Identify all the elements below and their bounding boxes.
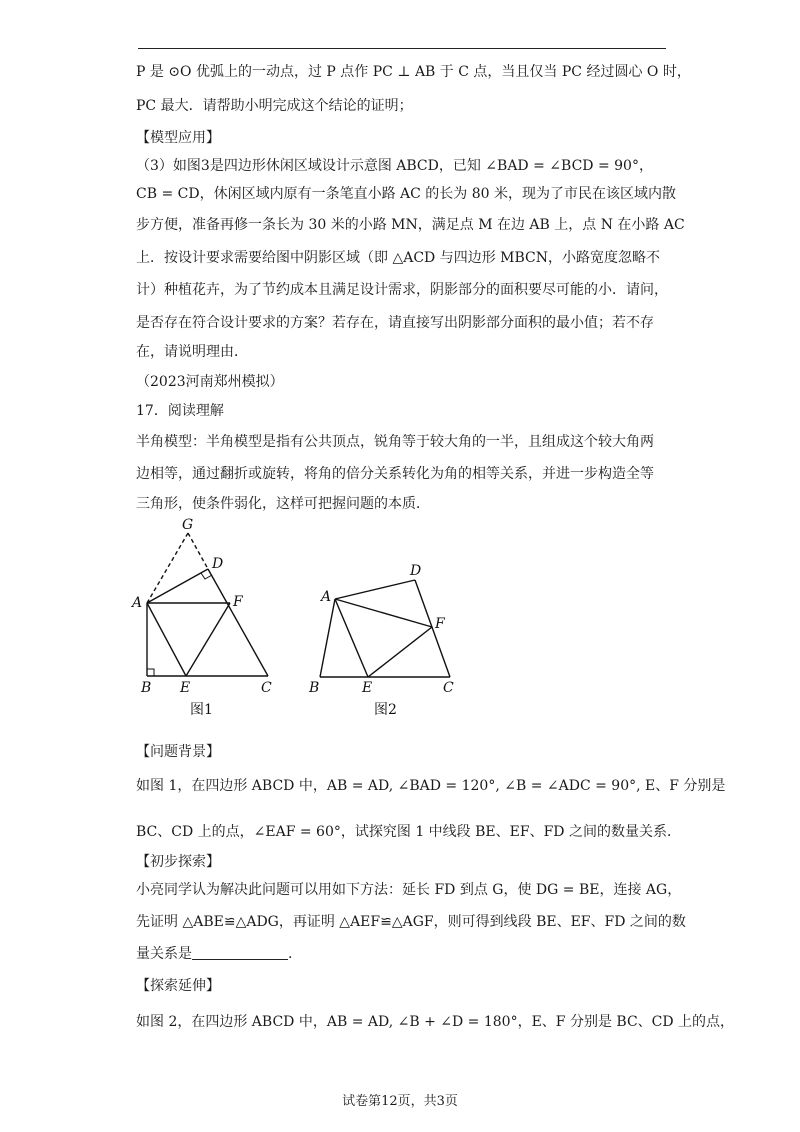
label-e: E [362,680,373,696]
text-line: 如图 2，在四边形 ABCD 中，AB = AD, ∠B + ∠D = 180°，E、F 分别是 BC、CD 上的点， [136,1014,735,1030]
label-d: D [212,556,224,572]
label-g: G [182,517,194,533]
text-line: 步方便，准备再修一条长为 30 米的小路 MN，满足点 M 在边 AB 上，点 N 在小路 AC [136,217,685,233]
text-line: 先证明 △ABE≌△ADG，再证明 △AEF≌△AGF，则可得到线段 BE、EF、FD 之间的数 [136,914,686,930]
label-e: E [180,680,191,696]
text-line: CB = CD，休闲区域内原有一条笔直小路 AC 的长为 80 米，现为了市民在该区域内散 [136,186,677,202]
segment-cd [415,580,450,677]
text-line: （3）如图3是四边形休闲区域设计示意图 ABCD，已知 ∠BAD = ∠BCD = 90°， [136,158,653,174]
segment-ab [320,599,335,677]
segment-af [335,599,432,627]
answer-period: . [288,946,293,962]
figure-1-caption: 图1 [190,702,213,718]
label-b: B [141,680,152,696]
page-footer: 试卷第12页，共3页 [342,1094,458,1109]
text-line: 如图 1，在四边形 ABCD 中，AB = AD, ∠BAD = 120°, ∠B = ∠ADC = 90°, E、F 分别是 [136,778,726,794]
segment-gd-dashed [188,533,208,569]
label-c: C [261,680,272,696]
segment-ag-dashed [147,533,188,603]
right-angle-b [147,669,154,676]
text-line: 上．按设计要求需要给图中阴影区域（即 △ACD 与四边形 MBCN，小路宽度忽略不 [136,250,661,266]
text-line: BC、CD 上的点，∠EAF = 60°，试探究图 1 中线段 BE、EF、FD 之间的数量关系． [136,824,681,840]
text-line: 半角模型：半角模型是指有公共顶点，锐角等于较大角的一半，且组成这个较大角两 [136,434,654,450]
section-heading: 【问题背景】 [136,744,220,760]
segment-ef [186,603,230,676]
segment-ae [335,599,368,677]
label-c: C [443,680,454,696]
header-rule [138,48,666,49]
source-note: （2023河南郑州模拟） [136,374,284,390]
answer-prompt: 量关系是 [136,946,192,962]
segment-ad [335,580,415,599]
segment-cd [208,569,268,676]
label-a: A [321,589,332,605]
question-title: 17．阅读理解 [136,403,224,419]
segment-ef [368,627,432,677]
segment-ad [147,569,208,603]
text-line: P 是 ⊙O 优弧上的一动点，过 P 点作 PC ⊥ AB 于 C 点，当且仅当 PC 经过圆心 O 时， [136,64,691,80]
label-f: F [233,594,243,610]
label-f: F [435,616,445,632]
label-a: A [132,595,143,611]
segment-ae [147,603,186,676]
section-heading: 【初步探索】 [136,854,220,870]
text-line: 三角形，使条件弱化，这样可把握问题的本质． [136,496,430,512]
figure-2 [300,555,470,725]
text-line: 在，请说明理由． [136,344,248,360]
text-line [136,944,676,964]
label-d: D [410,563,422,579]
text-line: 计）种植花卉，为了节约成本且满足设计需求，阴影部分的面积要尽可能的小．请问， [136,282,668,298]
text-line: 是否存在符合设计要求的方案？若存在，请直接写出阴影部分面积的最小值；若不存 [136,315,654,331]
figure-1 [130,515,290,725]
text-line: 边相等，通过翻折或旋转，将角的倍分关系转化为角的相等关系，并进一步构造全等 [136,466,654,482]
text-line: 小亮同学认为解决此问题可以用如下方法：延长 FD 到点 G，使 DG = BE，连接 AG， [136,882,682,898]
text-line: PC 最大．请帮助小明完成这个结论的证明； [136,98,413,114]
figure-2-caption: 图2 [374,702,397,718]
section-heading: 【探索延伸】 [136,978,220,994]
section-heading: 【模型应用】 [136,130,220,146]
answer-blank[interactable] [192,945,288,960]
label-b: B [309,680,320,696]
